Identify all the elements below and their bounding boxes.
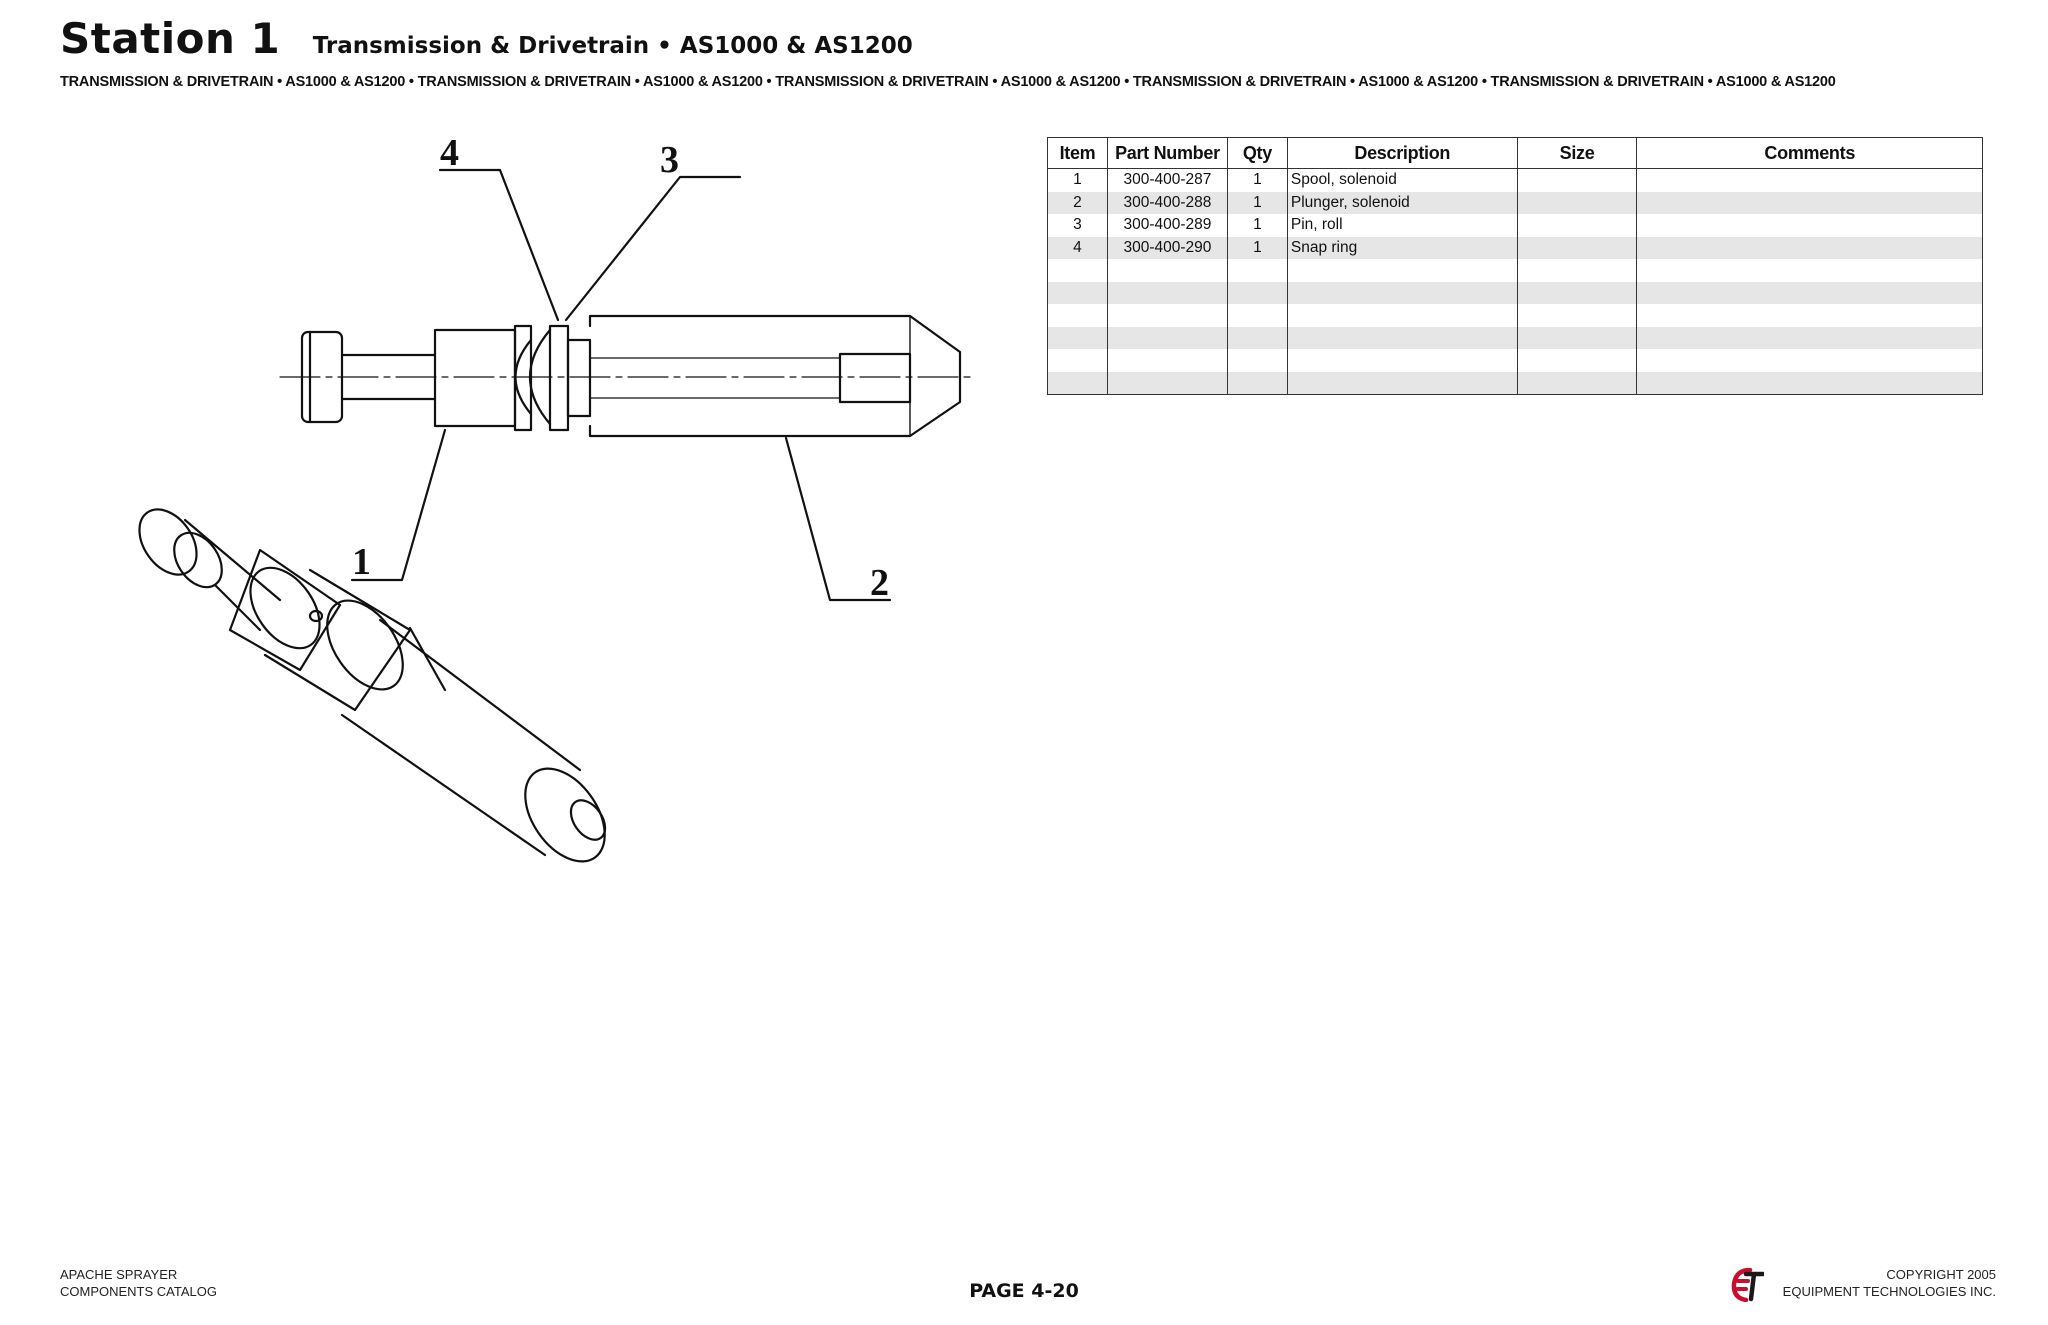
- et-logo-icon: [1730, 1268, 1764, 1302]
- station-title: Station 1: [60, 14, 281, 63]
- cell-item: [1048, 327, 1108, 350]
- cell-item: [1048, 304, 1108, 327]
- cell-qty: [1227, 259, 1287, 282]
- cell-description: [1287, 327, 1517, 350]
- cell-size: [1517, 327, 1637, 350]
- cell-size: [1517, 282, 1637, 305]
- cell-size: [1517, 349, 1637, 372]
- cell-item: [1048, 372, 1108, 395]
- cell-part-number: [1107, 372, 1227, 395]
- cell-qty: [1227, 304, 1287, 327]
- section-marquee: TRANSMISSION & DRIVETRAIN • AS1000 & AS1200 • TRANSMISSION & DRIVETRAIN • AS1000 & AS1200 • TRANSMISSION & DRIVETRAIN • AS1000 & AS1200 • TRANSMISSION & DRIVETRAIN • AS1000 & AS1200 • TRANSMISSION & DRIVETRAIN • AS1000 & AS1200: [60, 74, 1836, 90]
- cell-item: 2: [1048, 192, 1108, 215]
- section-subtitle: Transmission & Drivetrain • AS1000 & AS1200: [312, 33, 913, 59]
- cell-description: Spool, solenoid: [1287, 169, 1517, 192]
- parts-drawing: [80, 130, 1000, 870]
- cell-size: [1517, 214, 1637, 237]
- col-header-description: Description: [1287, 138, 1517, 169]
- cell-qty: 1: [1227, 214, 1287, 237]
- table-row: [1048, 282, 1983, 305]
- parts-table: [1047, 137, 1983, 395]
- cell-comments: [1637, 349, 1983, 372]
- cell-size: [1517, 192, 1637, 215]
- callout-3: 3: [660, 139, 679, 181]
- cell-comments: [1637, 327, 1983, 350]
- cell-size: [1517, 259, 1637, 282]
- page-number: PAGE 4-20: [969, 1280, 1079, 1302]
- cell-part-number: 300-400-289: [1107, 214, 1227, 237]
- table-row: [1048, 237, 1983, 260]
- cell-qty: [1227, 349, 1287, 372]
- cell-comments: [1637, 214, 1983, 237]
- cell-description: [1287, 282, 1517, 305]
- col-header-qty: Qty: [1227, 138, 1287, 169]
- cell-description: [1287, 304, 1517, 327]
- cell-part-number: [1107, 304, 1227, 327]
- cell-item: 4: [1048, 237, 1108, 260]
- cell-comments: [1637, 259, 1983, 282]
- cell-size: [1517, 169, 1637, 192]
- cell-comments: [1637, 192, 1983, 215]
- table-row: [1048, 192, 1983, 215]
- cell-part-number: [1107, 259, 1227, 282]
- col-header-comments: Comments: [1637, 138, 1983, 169]
- cell-description: [1287, 372, 1517, 395]
- catalog-line-1: APACHE SPRAYER: [60, 1267, 178, 1282]
- cell-description: Plunger, solenoid: [1287, 192, 1517, 215]
- callout-1: 1: [352, 541, 371, 583]
- cell-comments: [1637, 304, 1983, 327]
- cell-comments: [1637, 372, 1983, 395]
- col-header-size: Size: [1517, 138, 1637, 169]
- table-header-row: [1048, 138, 1983, 169]
- title-row: [60, 14, 2000, 63]
- callout-2: 2: [870, 562, 889, 604]
- cell-part-number: 300-400-288: [1107, 192, 1227, 215]
- solenoid-drawing: [80, 130, 1000, 870]
- table-row: [1048, 349, 1983, 372]
- cell-qty: 1: [1227, 237, 1287, 260]
- cell-description: [1287, 349, 1517, 372]
- cell-description: [1287, 259, 1517, 282]
- table-row: [1048, 214, 1983, 237]
- copyright-line-2: EQUIPMENT TECHNOLOGIES INC.: [1782, 1284, 1996, 1299]
- catalog-line-2: COMPONENTS CATALOG: [60, 1284, 217, 1299]
- copyright: [1783, 1266, 1996, 1300]
- table-row: [1048, 372, 1983, 395]
- cell-qty: 1: [1227, 169, 1287, 192]
- cell-description: Pin, roll: [1287, 214, 1517, 237]
- cell-part-number: 300-400-290: [1107, 237, 1227, 260]
- cell-part-number: [1107, 327, 1227, 350]
- cell-size: [1517, 372, 1637, 395]
- cell-size: [1517, 237, 1637, 260]
- cell-item: 1: [1048, 169, 1108, 192]
- cell-item: 3: [1048, 214, 1108, 237]
- copyright-line-1: COPYRIGHT 2005: [1886, 1267, 1996, 1282]
- cell-part-number: [1107, 282, 1227, 305]
- table-row: [1048, 259, 1983, 282]
- cell-qty: [1227, 327, 1287, 350]
- cell-item: [1048, 259, 1108, 282]
- cell-size: [1517, 304, 1637, 327]
- cell-description: Snap ring: [1287, 237, 1517, 260]
- table-row: [1048, 304, 1983, 327]
- cell-comments: [1637, 282, 1983, 305]
- col-header-part-number: Part Number: [1107, 138, 1227, 169]
- callout-4: 4: [440, 132, 459, 174]
- col-header-item: Item: [1048, 138, 1108, 169]
- cell-part-number: 300-400-287: [1107, 169, 1227, 192]
- cell-item: [1048, 282, 1108, 305]
- cell-qty: [1227, 372, 1287, 395]
- cell-qty: [1227, 282, 1287, 305]
- cell-part-number: [1107, 349, 1227, 372]
- page-header: [60, 14, 2000, 90]
- table-row: [1048, 169, 1983, 192]
- cell-comments: [1637, 169, 1983, 192]
- cell-item: [1048, 349, 1108, 372]
- cell-comments: [1637, 237, 1983, 260]
- table-row: [1048, 327, 1983, 350]
- cell-qty: 1: [1227, 192, 1287, 215]
